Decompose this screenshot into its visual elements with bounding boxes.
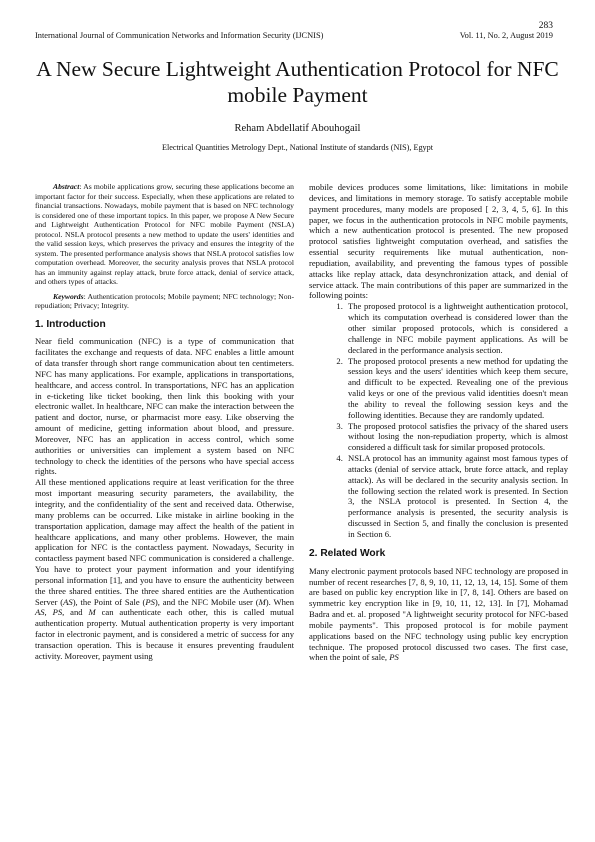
italic-term: AS [63, 596, 73, 607]
text-run: , and [62, 607, 89, 618]
author-name: Reham Abdellatif Abouhogail [234, 123, 361, 134]
related-work-heading: 2. Related Work [309, 547, 386, 559]
text-run: ), the Point of Sale ( [72, 596, 146, 607]
italic-term: M [258, 596, 266, 607]
list-item: 4. NSLA protocol has an immunity against most famous types of attacks (denial of service attack, brute force attack, and replay attack). As will be declared in the security analysis section. In the following section the related work is presented. In Section 3, the NSLA protocol is presented. In Section 4, the performance analysis is presented, the security analysis is discussed in Section 5, and finally the conclusion is presented in Section 6. [345, 453, 568, 540]
text-run: ). When [265, 596, 294, 607]
keywords-label: Keywords [53, 291, 84, 301]
journal-volume: Vol. 11, No. 2, August 2019 [459, 31, 553, 40]
introduction-paragraph-2 [35, 477, 294, 661]
text-run: Many electronic payment protocols based NFC technology are proposed in number of recent researches [7, 8, 9, 10, 11, 12, 13, 14, 15]. Some of them are based on public key encryption like in [7, 8, 14]. Others are based on symmetric key encryption like in [9, 10, 11, 12, 13]. In [7], Mohamad Badra and et. al. proposed "A lightweight security protocol for NFC-based mobile payments". This proposed protocol is for mobile payment applications based on the NFC technology using public key encryption technique. The proposed protocol discussed two cases. The first case, when the point of sale, [309, 565, 568, 663]
introduction-heading: 1. Introduction [35, 318, 106, 330]
list-item: 1. The proposed protocol is a lightweight authentication protocol, which its computation overhead is considered lower than the other similar proposed protocols, which is considered a challenge in NFC mobile payment applications. As will be declared in the performance analysis section. [345, 301, 568, 355]
italic-term: PS [52, 607, 63, 618]
text-run: ), and the NFC Mobile user ( [154, 596, 259, 607]
italic-term: PS [145, 596, 155, 607]
text-run: can authenticate each other, this is called mutual authentication property. Mutual authentication property is very important factor in electronic payment, and is considered a metric of success for any transaction operation. This is because it ensures preventing fraudulent activity. Moreover, payment using [35, 607, 295, 661]
italic-term: AS [35, 607, 45, 618]
left-column [35, 182, 294, 662]
contributions-list [309, 301, 568, 540]
keywords-text: : Authentication protocols; Mobile payment; NFC technology; Non-repudiation; Privacy; Integrity. [35, 291, 294, 310]
list-item: 3. The proposed protocol satisfies the privacy of the shared users without losing the non-repudiation property, which is almost considered a difficult task for similar proposed protocols. [345, 421, 568, 454]
journal-name: International Journal of Communication Networks and Information Security (IJCNIS) [35, 31, 324, 40]
abstract [35, 182, 294, 287]
running-header [35, 31, 553, 40]
abstract-label: Abstract [53, 182, 80, 191]
right-column [309, 182, 568, 663]
list-item: 2. The proposed protocol presents a new method for updating the session keys and the users' identities which keep them secure, and difficult to be expected. Revealing one of the previous valid keys or one of the previous valid identities doesn't mean the ability to reveal the following session keys and the following identities. Because they are randomly updated. [345, 356, 568, 421]
author-affiliation: Electrical Quantities Metrology Dept., National Institute of standards (NIS), Egypt [161, 143, 434, 152]
text-run: , [44, 607, 53, 618]
abstract-text: : As mobile applications grow, securing these applications become an important factor for their success. Especially, when these applications are related to financial transactions. Nowadays, mobile payment that is based on NFC technology is considered one of these important topics. In this paper, we propose A New Secure and Lightweight Authentication Protocol for NFC mobile Payment (NSLA) protocol. NSLA protocol presents a new method to update the users' identities and the valid session keys, which preserves the privacy and ensures the integrity of the system. The presented performance analysis shows that NSLA protocol satisfies low computation overhead. Moreover, the security analysis proves that NSLA protocol has an immunity against replay attack, brute force attack, denial of service attack, and others types of attacks. [35, 182, 294, 286]
page-number: 283 [538, 21, 553, 31]
introduction-paragraph-1: Near field communication (NFC) is a type of communication that facilitates the exchange and requests of data. NFC enables a little amount of data transfer through short range communication about ten centimeters. NFC has many applications. For example, applications in transportations, healthcare, and access control. In transportations, NFC has an application in e-ticketing like ticket booking, then link this booking with your electronic wallet. In healthcare, NFC can make the interaction between the patient and doctor, nurse, or pharmacist more easy. Like observing the amount of medicine, getting information about blood, and pressure. Moreover, NFC has an application in access control, which some authorities or universities can implement a system based on NFC technology to check the identities of the persons who have special access rights. [35, 336, 294, 477]
text-run: All these mentioned applications require at least verification for the three most important measuring security parameters, the availability, the integrity, and the confidentiality of the sent and received data. Otherwise, many problems can be occurred. Like mistake in airline booking in the transportation application, damage may affect the health of the patient in healthcare applications, and many other problems. However, the main application for NFC is the contactless payment. Nowadays, Security in contactless payment based NFC communication is considered a challenge. You have to protect your payment information and your identifying personal information [1], and you have to ensure the authenticity between the three shared entities. The three shared entities are the Authentication Server ( [35, 477, 294, 607]
related-work-paragraph [309, 566, 568, 664]
keywords [35, 292, 294, 311]
italic-term: PS [389, 652, 399, 663]
italic-term: M [88, 607, 96, 618]
paper-title: A New Secure Lightweight Authentication Protocol for NFC mobile Payment [36, 57, 559, 107]
introduction-paragraph-3: mobile devices produces some limitations, like: limitations in mobile devices, and limitations in memory storage. To satisfy acceptable mobile payment procedures, many models are proposed [ 2, 3, 4, 5, 6]. In this paper, we focus in the authentication protocols in NFC mobile payments, which a new authentication protocol is presented. The new proposed protocol satisfies lightweight computation overhead, and satisfies the essential security requirements like mutual authentication, non-repudiation, availability, and preventing the famous types of possible attacks like replay attack, data desynchronization attack, and denial of service attack. The main contributions of this paper are summarized in the following points: [309, 182, 568, 301]
